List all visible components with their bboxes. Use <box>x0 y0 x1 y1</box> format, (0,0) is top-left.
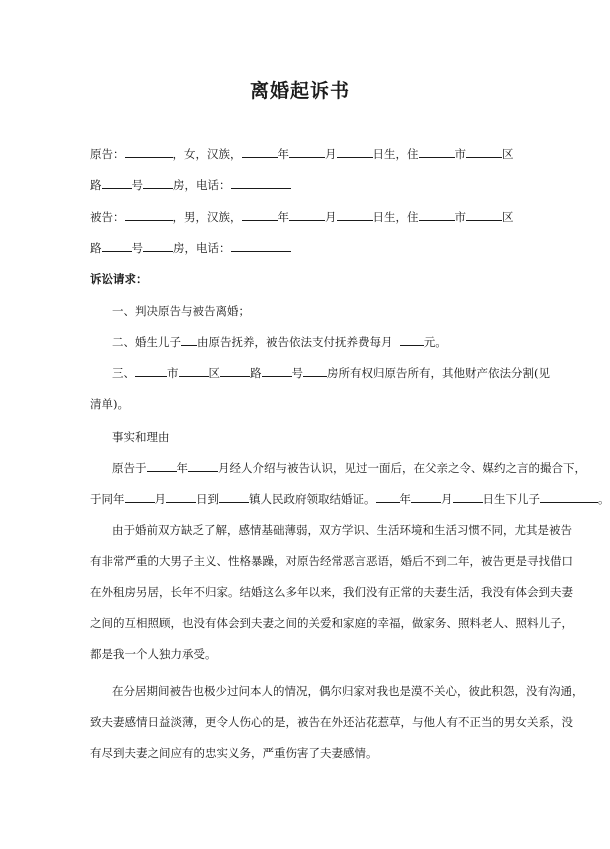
claim-item-3 <box>112 365 550 381</box>
blank-defendant-name[interactable] <box>125 209 173 221</box>
blank-birth-day[interactable] <box>337 209 373 221</box>
claim-item-1: 一、判决原告与被告离婚； <box>112 304 250 318</box>
blank-number[interactable] <box>143 177 173 189</box>
blank-birth-month[interactable] <box>289 146 325 158</box>
blank-marriage-day[interactable] <box>166 491 196 503</box>
text-fragment: 月 <box>325 147 337 161</box>
text-fragment: 月 <box>154 492 166 506</box>
facts-paragraph-1-line-1 <box>112 460 586 476</box>
facts-paragraph-3-line: 有尽到夫妻之间应有的忠实义务，严重伤害了夫妻感情。 <box>90 746 378 760</box>
text-fragment: ，男，汉族， <box>172 210 242 224</box>
text-fragment: 由原告抚养，被告依法支付抚养费每月 <box>197 335 393 349</box>
defendant-label: 被告： <box>90 210 125 224</box>
text-fragment: 月经人介绍与被告认识，见过一面后，在父亲之令、媒约之言的撮合下， <box>218 461 586 475</box>
plaintiff-address-line <box>90 177 291 193</box>
facts-paragraph-3-line: 在分居期间被告也极少过问本人的情况，偶尔归家对我也是漠不关心，彼此积怨，没有沟通， <box>112 684 584 698</box>
blank-son-birth-month[interactable] <box>411 491 441 503</box>
facts-heading: 事实和理由 <box>112 430 170 444</box>
facts-paragraph-2-line: 在外租房另居，长年不归家。结婚这么多年以来，我们没有正常的夫妻生活，我没有体会到夫妻 <box>90 585 573 599</box>
facts-paragraph-1-line-2 <box>90 491 610 507</box>
blank-meet-year[interactable] <box>147 460 177 472</box>
text-fragment: 号 <box>131 241 143 255</box>
blank-district[interactable] <box>466 146 502 158</box>
text-fragment: 号 <box>131 178 143 192</box>
text-fragment: 年 <box>277 147 289 161</box>
text-fragment: 日到 <box>196 492 219 506</box>
plaintiff-info-line <box>90 146 514 162</box>
blank-property-room[interactable] <box>303 365 327 377</box>
facts-paragraph-2-line: 都是我一个人独力承受。 <box>90 647 217 661</box>
blank-marriage-month[interactable] <box>125 491 155 503</box>
text-fragment: 市 <box>167 366 179 380</box>
text-fragment: 房所有权归原告所有，其他财产依法分割(见 <box>327 366 550 380</box>
document-title: 离婚起诉书 <box>249 80 350 102</box>
blank-property-city[interactable] <box>135 365 167 377</box>
text-fragment: 号 <box>291 366 303 380</box>
blank-support-amount[interactable] <box>400 334 424 346</box>
blank-son-birth-day[interactable] <box>453 491 483 503</box>
defendant-address-line <box>90 240 291 256</box>
blank-property-number[interactable] <box>262 365 292 377</box>
text-fragment: 月 <box>441 492 453 506</box>
text-fragment: 市 <box>454 210 466 224</box>
facts-paragraph-3-line: 致夫妻感情日益淡薄，更令人伤心的是，被告在外还沾花惹草，与他人有不正当的男女关系，没 <box>90 715 573 729</box>
text-fragment: 月 <box>325 210 337 224</box>
blank-birth-year[interactable] <box>242 209 278 221</box>
text-fragment: 路 <box>90 178 102 192</box>
facts-paragraph-2-line: 有非常严重的大男子主义、性格暴躁，对原告经常恶言恶语，婚后不到二年，被告更是寻找借口 <box>90 554 573 568</box>
plaintiff-label: 原告： <box>90 147 125 161</box>
blank-phone[interactable] <box>231 177 291 189</box>
claims-heading: 诉讼请求： <box>90 272 148 286</box>
blank-meet-month[interactable] <box>188 460 218 472</box>
text-fragment: 日生，住 <box>372 210 419 224</box>
facts-paragraph-2-line: 之间的互相照顾，也没有体会到夫妻之间的关爱和家庭的幸福，做家务、照料老人、照料儿子， <box>90 616 573 630</box>
text-fragment: 市 <box>454 147 466 161</box>
text-fragment: 年 <box>176 461 188 475</box>
claim-item-3-continued: 清单)。 <box>90 397 129 411</box>
blank-property-district[interactable] <box>179 365 209 377</box>
blank-road[interactable] <box>102 240 132 252</box>
text-fragment: ，女，汉族， <box>172 147 242 161</box>
text-fragment: 镇人民政府领取结婚证。 <box>249 492 376 506</box>
blank-town[interactable] <box>219 491 249 503</box>
blank-son-birth-year[interactable] <box>376 491 400 503</box>
text-fragment: 房，电话： <box>173 178 231 192</box>
blank-birth-month[interactable] <box>289 209 325 221</box>
blank-road[interactable] <box>102 177 132 189</box>
text-fragment: 房，电话： <box>173 241 231 255</box>
blank-son-name[interactable] <box>181 334 197 346</box>
blank-city[interactable] <box>419 209 455 221</box>
text-fragment: 元。 <box>423 335 447 349</box>
blank-district[interactable] <box>466 209 502 221</box>
text-fragment: 二、婚生儿子 <box>112 335 181 349</box>
text-fragment: 年 <box>277 210 289 224</box>
text-fragment: 区 <box>208 366 220 380</box>
text-fragment: 日生，住 <box>372 147 419 161</box>
text-fragment: 区 <box>502 210 514 224</box>
defendant-info-line <box>90 209 514 225</box>
text-fragment: 原告于 <box>112 461 147 475</box>
text-fragment: 于同年 <box>90 492 125 506</box>
blank-son-name[interactable] <box>540 491 598 503</box>
text-fragment: 。 <box>598 492 610 506</box>
text-fragment: 路 <box>250 366 262 380</box>
blank-city[interactable] <box>419 146 455 158</box>
blank-property-road[interactable] <box>220 365 250 377</box>
text-fragment: 日生下儿子 <box>482 492 540 506</box>
claim-item-2 <box>112 334 447 350</box>
blank-birth-year[interactable] <box>242 146 278 158</box>
text-fragment: 路 <box>90 241 102 255</box>
text-fragment: 区 <box>502 147 514 161</box>
blank-birth-day[interactable] <box>337 146 373 158</box>
blank-plaintiff-name[interactable] <box>125 146 173 158</box>
text-fragment: 年 <box>399 492 411 506</box>
blank-phone[interactable] <box>231 240 291 252</box>
text-fragment: 三、 <box>112 366 135 380</box>
facts-paragraph-2-line: 由于婚前双方缺乏了解，感情基础薄弱，双方学识、生活环境和生活习惯不同，尤其是被告 <box>112 523 572 537</box>
blank-number[interactable] <box>143 240 173 252</box>
